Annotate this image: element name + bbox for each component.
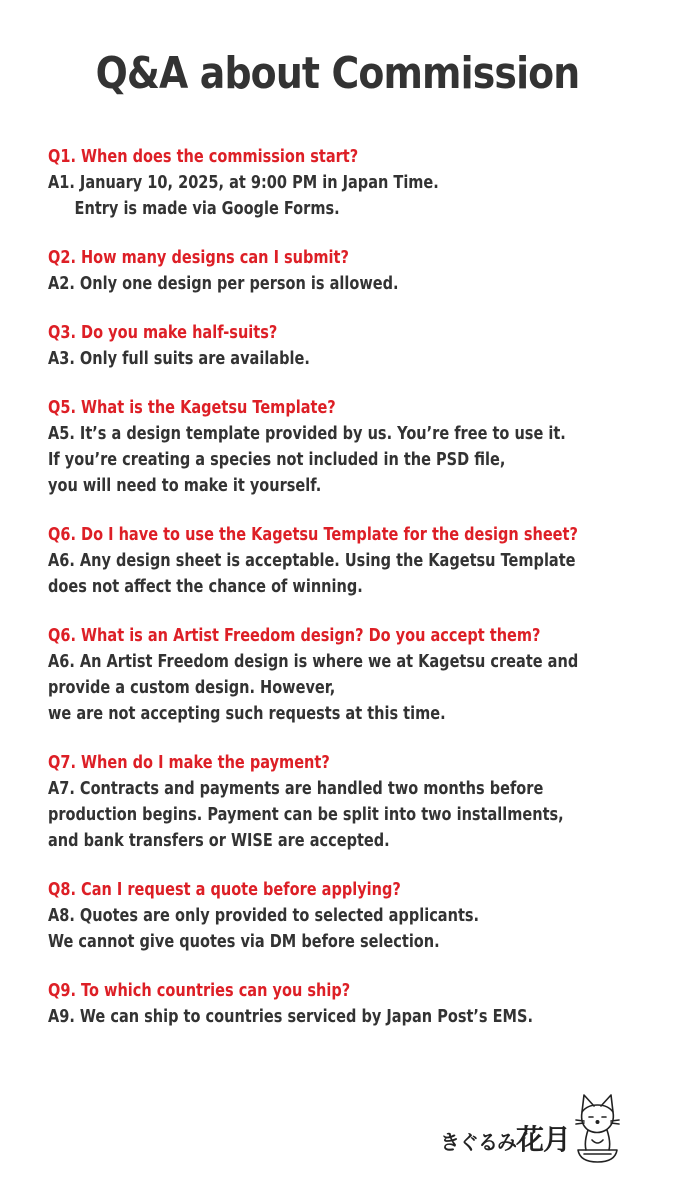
answer xyxy=(48,1004,546,1030)
qa-item-q9 xyxy=(48,978,648,1030)
answer xyxy=(48,776,564,854)
question: Q8. Can I request a quote before applying? xyxy=(48,880,401,900)
question: Q3. Do you make half-suits? xyxy=(48,323,278,343)
answer xyxy=(48,903,546,955)
answer xyxy=(48,421,566,499)
fox-mascot-icon xyxy=(570,1090,625,1165)
answer xyxy=(48,649,579,727)
qa-item-q6-template xyxy=(48,522,648,600)
answer-line: and bank transfers or WISE are accepted. xyxy=(48,831,390,851)
answer-line: does not affect the chance of winning. xyxy=(48,577,363,597)
answer-line: Entry is made via Google Forms. xyxy=(74,199,340,219)
answer-line: We cannot give quotes via DM before selection. xyxy=(48,932,440,952)
question: Q6. What is an Artist Freedom design? Do you accept them? xyxy=(48,626,541,646)
qa-item-q3 xyxy=(48,320,648,372)
answer xyxy=(48,346,546,372)
answer-line: If you’re creating a species not included in the PSD file, xyxy=(48,450,506,470)
question: Q2. How many designs can I submit? xyxy=(48,248,349,268)
question: Q1. When does the commission start? xyxy=(48,147,359,167)
qa-item-q6-artist-freedom xyxy=(48,623,648,727)
qa-item-q1 xyxy=(48,144,648,222)
answer xyxy=(48,548,576,600)
answer-line: A6. An Artist Freedom design is where we at Kagetsu create and xyxy=(48,652,579,672)
answer-line: A7. Contracts and payments are handled two months before xyxy=(48,779,544,799)
answer-line: you will need to make it yourself. xyxy=(48,476,322,496)
answer-line: provide a custom design. However, xyxy=(48,678,336,698)
answer-line: A1. January 10, 2025, at 9:00 PM in Japan Time. xyxy=(48,173,439,193)
question: Q7. When do I make the payment? xyxy=(48,753,330,773)
page-title: Q&A about Commission xyxy=(95,48,580,99)
question: Q9. To which countries can you ship? xyxy=(48,981,351,1001)
qa-item-q8 xyxy=(48,877,648,955)
answer-line: A2. Only one design per person is allowed. xyxy=(48,274,399,294)
answer-line: production begins. Payment can be split into two installments, xyxy=(48,805,564,825)
answer-line: A8. Quotes are only provided to selected applicants. xyxy=(48,906,480,926)
logo-text xyxy=(440,1118,570,1158)
answer-line: A9. We can ship to countries serviced by Japan Post’s EMS. xyxy=(48,1007,533,1027)
qa-item-q7 xyxy=(48,750,648,854)
answer-line: A6. Any design sheet is acceptable. Using the Kagetsu Template xyxy=(48,551,576,571)
logo-kanji: 花月 xyxy=(516,1123,571,1156)
qa-item-q2 xyxy=(48,245,648,297)
brand-logo xyxy=(440,1090,625,1170)
question: Q6. Do I have to use the Kagetsu Template for the design sheet? xyxy=(48,525,578,545)
answer-line: A3. Only full suits are available. xyxy=(48,349,310,369)
logo-kana: きぐるみ xyxy=(440,1130,516,1154)
answer-line: A5. It’s a design template provided by us. You’re free to use it. xyxy=(48,424,566,444)
answer-line: we are not accepting such requests at this time. xyxy=(48,704,446,724)
answer xyxy=(48,170,546,222)
question: Q5. What is the Kagetsu Template? xyxy=(48,398,336,418)
qa-list xyxy=(48,144,648,1053)
answer xyxy=(48,271,546,297)
qa-item-q5 xyxy=(48,395,648,499)
